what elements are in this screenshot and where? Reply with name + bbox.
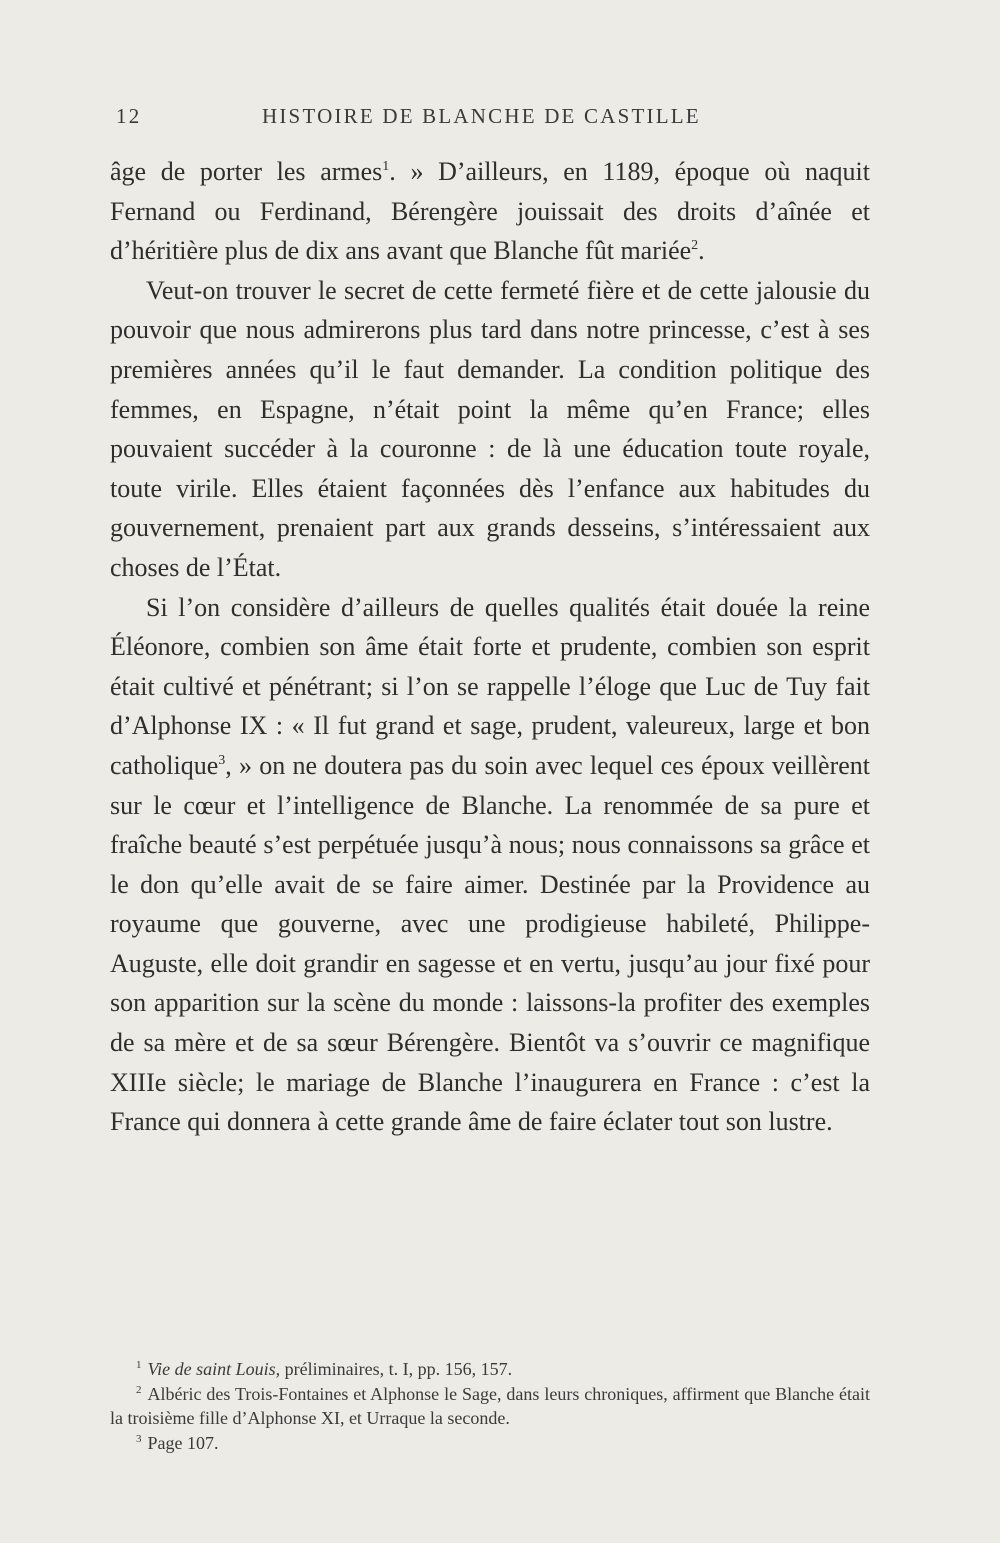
- footnote-1-text: préliminaires, t. I, pp. 156, 157.: [280, 1359, 513, 1379]
- paragraph-1: [110, 152, 870, 271]
- footnote-ref-1: 1: [382, 159, 390, 174]
- paragraph-3: [110, 588, 870, 1142]
- paragraph-3-text: Si l’on considère d’ailleurs de quelles qualités était douée la reine Éléonore, combien son âme était forte et prudente, combien son esprit était cultivé et pénétrant; si l’on se rappelle l’éloge que Luc de Tuy fait d’Alphonse IX : « Il fut grand et sage, prudent, valeureux, large et bon catholique: [110, 592, 870, 780]
- page-number: 12: [116, 104, 142, 128]
- century-numeral: XIIIe: [110, 1067, 167, 1097]
- paragraph-2: Veut-on trouver le secret de cette fermeté fière et de cette jalousie du pouvoir que nous admirerons plus tard dans notre princesse, c’est à ses premières années qu’il le faut demander. La condition politique des femmes, en Espagne, n’était point la même qu’en France; elles pouvaient succéder à la couronne : de là une éducation toute royale, toute virile. Elles étaient façonnées dès l’enfance aux habitudes du gouvernement, prenaient part aux grands desseins, s’intéressaient aux choses de l’État.: [110, 275, 870, 582]
- footnote-1-mark: 1: [136, 1359, 142, 1371]
- footnotes: [110, 1357, 870, 1455]
- footnote-3: [110, 1431, 870, 1456]
- paragraph-1-text-cont: . » D’ailleurs, en 1189, époque où naquit Fernand ou Ferdinand, Bérengère jouissait des droits d’aînée et d’héritière plus de dix ans avant que Blanche fût mariée: [110, 157, 870, 266]
- paragraph-3-end: siècle; le mariage de Blanche l’inaugurera en France : c’est la France qui donnera à cette grande âme de faire éclater tout son lustre.: [110, 1067, 870, 1137]
- footnote-3-mark: 3: [136, 1432, 142, 1445]
- footnote-3-text: Page 107.: [147, 1432, 219, 1453]
- main-text: [110, 152, 870, 1142]
- footnote-2-text: Albéric des Trois-Fontaines et Alphonse le Sage, dans leurs chroniques, affirment que Blanche était la troisième fille d’Alphonse XI, et Urraque la seconde.: [110, 1383, 870, 1429]
- paragraph-1-text: âge de porter les armes: [110, 157, 383, 186]
- footnote-1-title: Vie de saint Louis,: [147, 1359, 281, 1379]
- paragraph-1-end: .: [698, 236, 705, 266]
- footnote-1: [110, 1357, 870, 1382]
- page-header: [116, 104, 726, 136]
- footnote-ref-2: 2: [691, 238, 699, 254]
- paragraph-3-text-cont: , » on ne doutera pas du soin avec lequel ces époux veillèrent sur le cœur et l’intelligence de Blanche. La renommée de sa pure et fraîche beauté s’est perpétuée jusqu’à nous; nous connaissons sa grâce et le don qu’elle avait de se faire aimer. Destinée par la Providence au royaume que gouverne, avec une prodigieuse habileté, Philippe-Auguste, elle doit grandir en sagesse et en vertu, jusqu’au jour fixé pour son apparition sur la scène du monde : laissons-la profiter des exemples de sa mère et de sa sœur Bérengère. Bientôt va s’ouvrir ce magnifique: [110, 750, 870, 1058]
- footnote-ref-3: 3: [218, 752, 226, 768]
- footnote-2-mark: 2: [136, 1383, 142, 1396]
- running-title: HISTOIRE DE BLANCHE DE CASTILLE: [262, 104, 701, 128]
- footnote-2: [110, 1382, 870, 1431]
